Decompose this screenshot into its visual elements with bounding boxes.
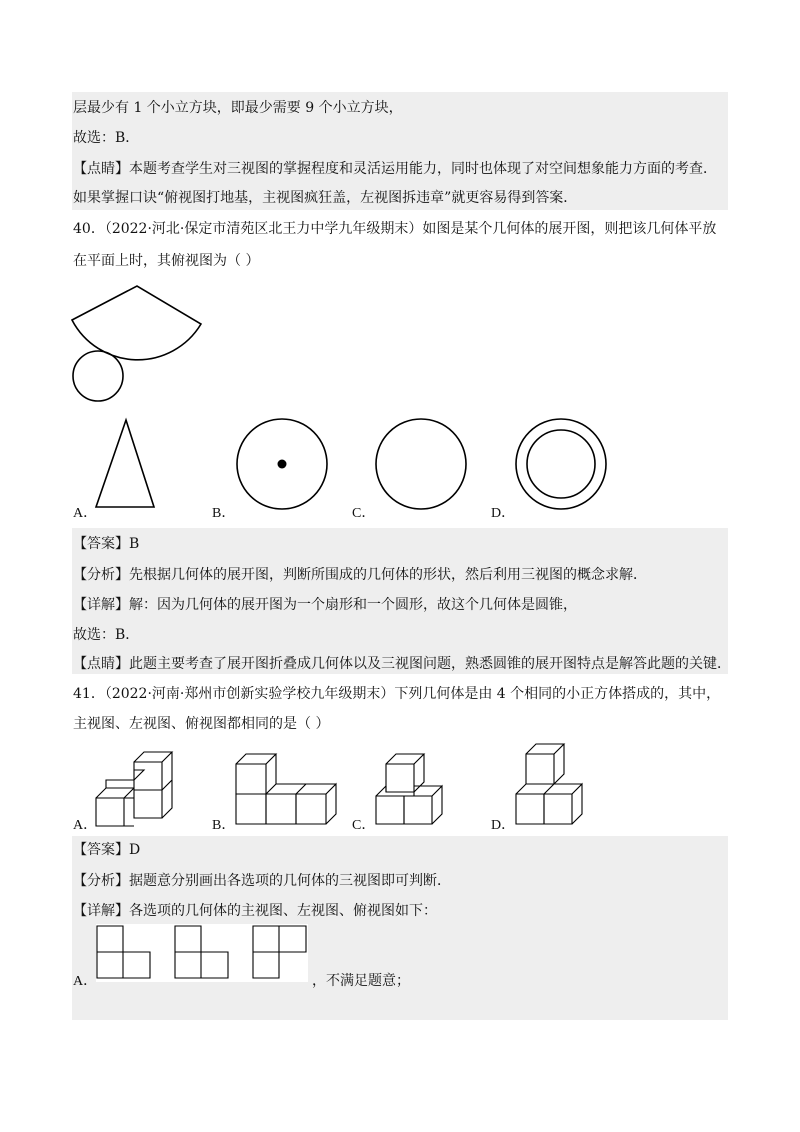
option-d-double-circle <box>513 416 609 512</box>
text-line: 层最少有 1 个小立方块，即最少需要 9 个小立方块， <box>73 100 403 116</box>
analysis-41: 【分析】据题意分别画出各选项的几何体的三视图即可判断． <box>73 873 451 889</box>
option-c-cubes <box>372 740 462 830</box>
text-line: 故选：B． <box>73 130 140 146</box>
option-d-label-41: D． <box>491 818 516 833</box>
option-a-label-41: A． <box>73 818 98 833</box>
question-41-stem-cont: 主视图、左视图、俯视图都相同的是（ ） <box>73 716 330 732</box>
detail-40: 【详解】解：因为几何体的展开图为一个扇形和一个圆形，故这个几何体是圆锥， <box>73 597 577 613</box>
choice-40: 故选：B． <box>73 627 140 643</box>
option-d-cubes <box>512 740 612 830</box>
question-40-stem-cont: 在平面上时，其俯视图为（ ） <box>73 253 260 269</box>
cone-net-figure <box>70 284 210 404</box>
analysis-40: 【分析】先根据几何体的展开图，判断所围成的几何体的形状，然后利用三视图的概念求解． <box>73 567 647 583</box>
option-a-triangle <box>92 418 162 510</box>
answer-41: 【答案】D <box>73 842 141 858</box>
option-a-label: A． <box>73 506 98 521</box>
option-c-label-41: C． <box>352 818 376 833</box>
option-a-three-views <box>95 924 315 984</box>
option-c-circle <box>373 416 469 512</box>
option-a-label-views: A． <box>73 974 98 989</box>
option-c-label: C． <box>352 506 376 521</box>
text-line: 如果掌握口诀“俯视图打地基，主视图疯狂盖，左视图拆违章”就更容易得到答案． <box>73 190 578 206</box>
option-b-label-41: B． <box>212 818 236 833</box>
answer-40: 【答案】B <box>73 536 140 552</box>
question-41-stem: 41．（2022·河南·郑州市创新实验学校九年级期末）下列几何体是由 4 个相同的小正方体搭成的，其中， <box>73 686 721 702</box>
option-b-cubes <box>232 740 342 830</box>
text-line: 【点睛】本题考查学生对三视图的掌握程度和灵活运用能力，同时也体现了对空间想象能力方面的考查． <box>73 161 717 177</box>
option-a-cubes <box>92 740 182 830</box>
detail-41: 【详解】各选项的几何体的主视图、左视图、俯视图如下： <box>73 903 437 919</box>
question-40-stem: 40．（2022·河北·保定市清苑区北王力中学九年级期末）如图是某个几何体的展开图，则把该几何体平放 <box>73 221 717 237</box>
comment-40: 【点睛】此题主要考查了展开图折叠成几何体以及三视图问题，熟悉圆锥的展开图特点是解答此题的关键． <box>73 656 731 672</box>
option-b-circle-center-dot <box>234 416 330 512</box>
tail-text: ，不满足题意； <box>312 973 410 989</box>
option-d-label: D． <box>491 506 516 521</box>
option-b-label: B． <box>212 506 236 521</box>
